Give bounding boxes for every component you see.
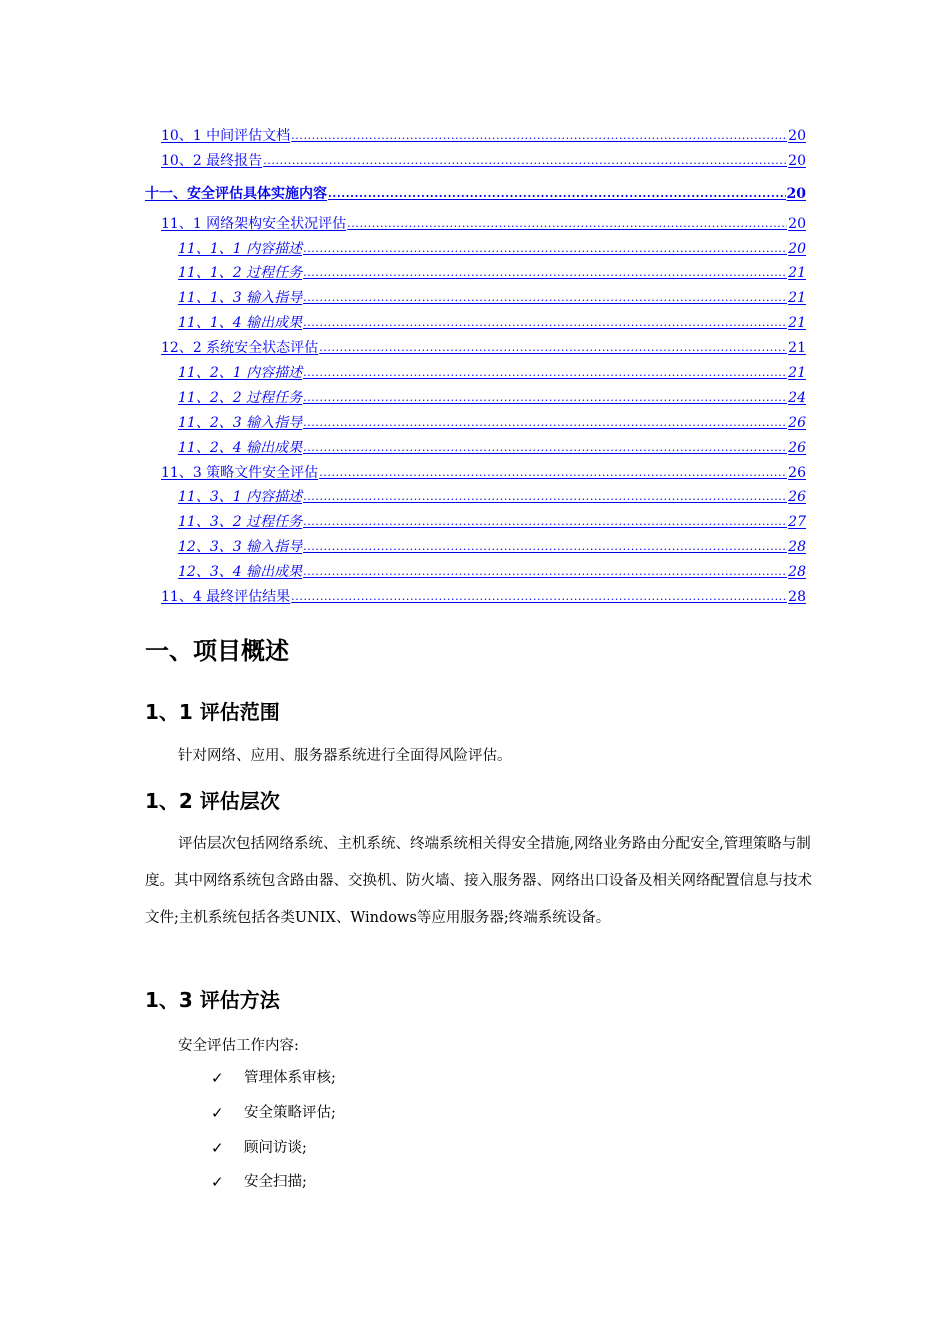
subsection-title-levels: 1、2 评估层次: [145, 789, 280, 813]
toc-entry-page: 21: [788, 290, 806, 307]
toc-entry-title: 十一、安全评估具体实施内容: [145, 185, 327, 202]
toc-leader-dots: [303, 562, 787, 582]
toc-entry-page: 20: [788, 215, 806, 232]
toc-entry-page: 24: [788, 389, 806, 406]
toc-leader-dots: [303, 537, 787, 557]
toc-entry[interactable]: [145, 438, 806, 463]
toc-entry-title: 11、1、3 输入指导: [178, 290, 303, 307]
checkmark-icon: ✓: [211, 1173, 224, 1191]
toc-entry[interactable]: [145, 562, 806, 587]
toc-entry-page: 20: [788, 128, 806, 144]
toc-leader-dots: [303, 263, 787, 283]
toc-leader-dots: [303, 363, 787, 383]
toc-leader-dots: [303, 313, 787, 333]
toc-entry-page: 28: [788, 589, 806, 606]
toc-entry-title: 11、4 最终评估结果: [161, 589, 291, 606]
toc-entry-page: 26: [788, 464, 806, 481]
toc-entry[interactable]: [145, 537, 806, 562]
toc-entry-title: 12、3、3 输入指导: [178, 539, 303, 556]
toc-entry[interactable]: [145, 388, 806, 413]
toc-entry-title: 11、3、2 过程任务: [178, 514, 303, 531]
toc-entry-title: 10、1 中间评估文档: [161, 128, 291, 144]
toc-entry-page: 21: [788, 365, 806, 382]
checklist-item: [211, 1066, 336, 1090]
toc-entry[interactable]: [145, 338, 806, 363]
toc-entry[interactable]: [145, 263, 806, 288]
toc-leader-dots: [319, 338, 787, 358]
toc-leader-dots: [291, 126, 787, 146]
toc-leader-dots: [303, 487, 787, 507]
toc-leader-dots: [303, 388, 787, 408]
toc-leader-dots: [263, 151, 787, 171]
toc-entry[interactable]: [145, 126, 806, 151]
toc-leader-dots: [291, 587, 787, 607]
toc-leader-dots: [303, 438, 787, 458]
checklist-item-label: 顾问访谈;: [244, 1140, 307, 1156]
toc-entry-page: 26: [788, 414, 806, 431]
toc-entry[interactable]: [145, 214, 806, 239]
toc-entry[interactable]: [145, 463, 806, 488]
toc-leader-dots: [303, 288, 787, 308]
checklist-item: [211, 1136, 307, 1160]
toc-entry-title: 11、2、1 内容描述: [178, 365, 303, 382]
toc-entry-title: 11、3 策略文件安全评估: [161, 464, 319, 481]
method-intro: 安全评估工作内容:: [178, 1038, 299, 1054]
toc-entry-page: 28: [788, 564, 806, 581]
toc-leader-dots: [328, 184, 786, 204]
toc-entry-title: 11、3、1 内容描述: [178, 489, 303, 506]
toc-entry-page: 26: [788, 439, 806, 456]
checkmark-icon: ✓: [211, 1139, 224, 1157]
subsection-title-method: 1、3 评估方法: [145, 988, 280, 1012]
scope-paragraph: 针对网络、应用、服务器系统进行全面得风险评估。: [178, 748, 512, 764]
toc-entry-title: 10、2 最终报告: [161, 152, 263, 169]
toc-entry-title: 12、3、4 输出成果: [178, 564, 303, 581]
toc-entry[interactable]: [145, 151, 806, 176]
toc-leader-dots: [303, 413, 787, 433]
toc-entry[interactable]: [145, 184, 806, 209]
toc-leader-dots: [303, 239, 787, 259]
toc-entry[interactable]: [145, 413, 806, 438]
toc-entry[interactable]: [145, 587, 806, 612]
toc-entry-page: 20: [786, 185, 806, 202]
checklist-item-label: 管理体系审核;: [244, 1070, 336, 1086]
toc-entry[interactable]: [145, 363, 806, 388]
levels-paragraph: 评估层次包括网络系统、主机系统、终端系统相关得安全措施,网络业务路由分配安全,管理策略与制度。其中网络系统包含路由器、交换机、防火墙、接入服务器、网络出口设备及相关网络配置信息与技术文件;主机系统包括各类UNIX、Windows等应用服务器;终端系统设备。: [145, 836, 812, 926]
table-of-contents: [145, 126, 806, 612]
toc-entry-title: 12、2 系统安全状态评估: [161, 340, 319, 357]
checklist-item: [211, 1170, 307, 1194]
section-title: 一、项目概述: [145, 637, 289, 665]
toc-entry-title: 11、1、4 输出成果: [178, 315, 303, 332]
toc-leader-dots: [319, 463, 787, 483]
toc-entry-title: 11、2、2 过程任务: [178, 389, 303, 406]
checkmark-icon: ✓: [211, 1069, 224, 1087]
toc-entry[interactable]: [145, 487, 806, 512]
toc-entry-page: 21: [788, 265, 806, 282]
subsection-title-scope: 1、1 评估范围: [145, 700, 280, 724]
checklist-item: [211, 1101, 336, 1125]
toc-entry-page: 20: [788, 240, 806, 257]
toc-entry-title: 11、2、3 输入指导: [178, 414, 303, 431]
toc-entry[interactable]: [145, 288, 806, 313]
toc-leader-dots: [347, 214, 787, 234]
toc-entry-page: 21: [788, 315, 806, 332]
checklist-item-label: 安全扫描;: [244, 1174, 307, 1190]
toc-entry[interactable]: [145, 512, 806, 537]
toc-entry-title: 11、2、4 输出成果: [178, 439, 303, 456]
toc-entry[interactable]: [145, 313, 806, 338]
checkmark-icon: ✓: [211, 1104, 224, 1122]
toc-entry-page: 28: [788, 539, 806, 556]
toc-entry-page: 21: [788, 340, 806, 357]
toc-entry[interactable]: [145, 239, 806, 264]
toc-entry-page: 26: [788, 489, 806, 506]
toc-entry-title: 11、1、1 内容描述: [178, 240, 303, 257]
toc-entry-title: 11、1、2 过程任务: [178, 265, 303, 282]
toc-entry-title: 11、1 网络架构安全状况评估: [161, 215, 347, 232]
toc-entry-page: 20: [788, 152, 806, 169]
toc-entry-page: 27: [788, 514, 806, 531]
checklist-item-label: 安全策略评估;: [244, 1105, 336, 1121]
toc-leader-dots: [303, 512, 787, 532]
